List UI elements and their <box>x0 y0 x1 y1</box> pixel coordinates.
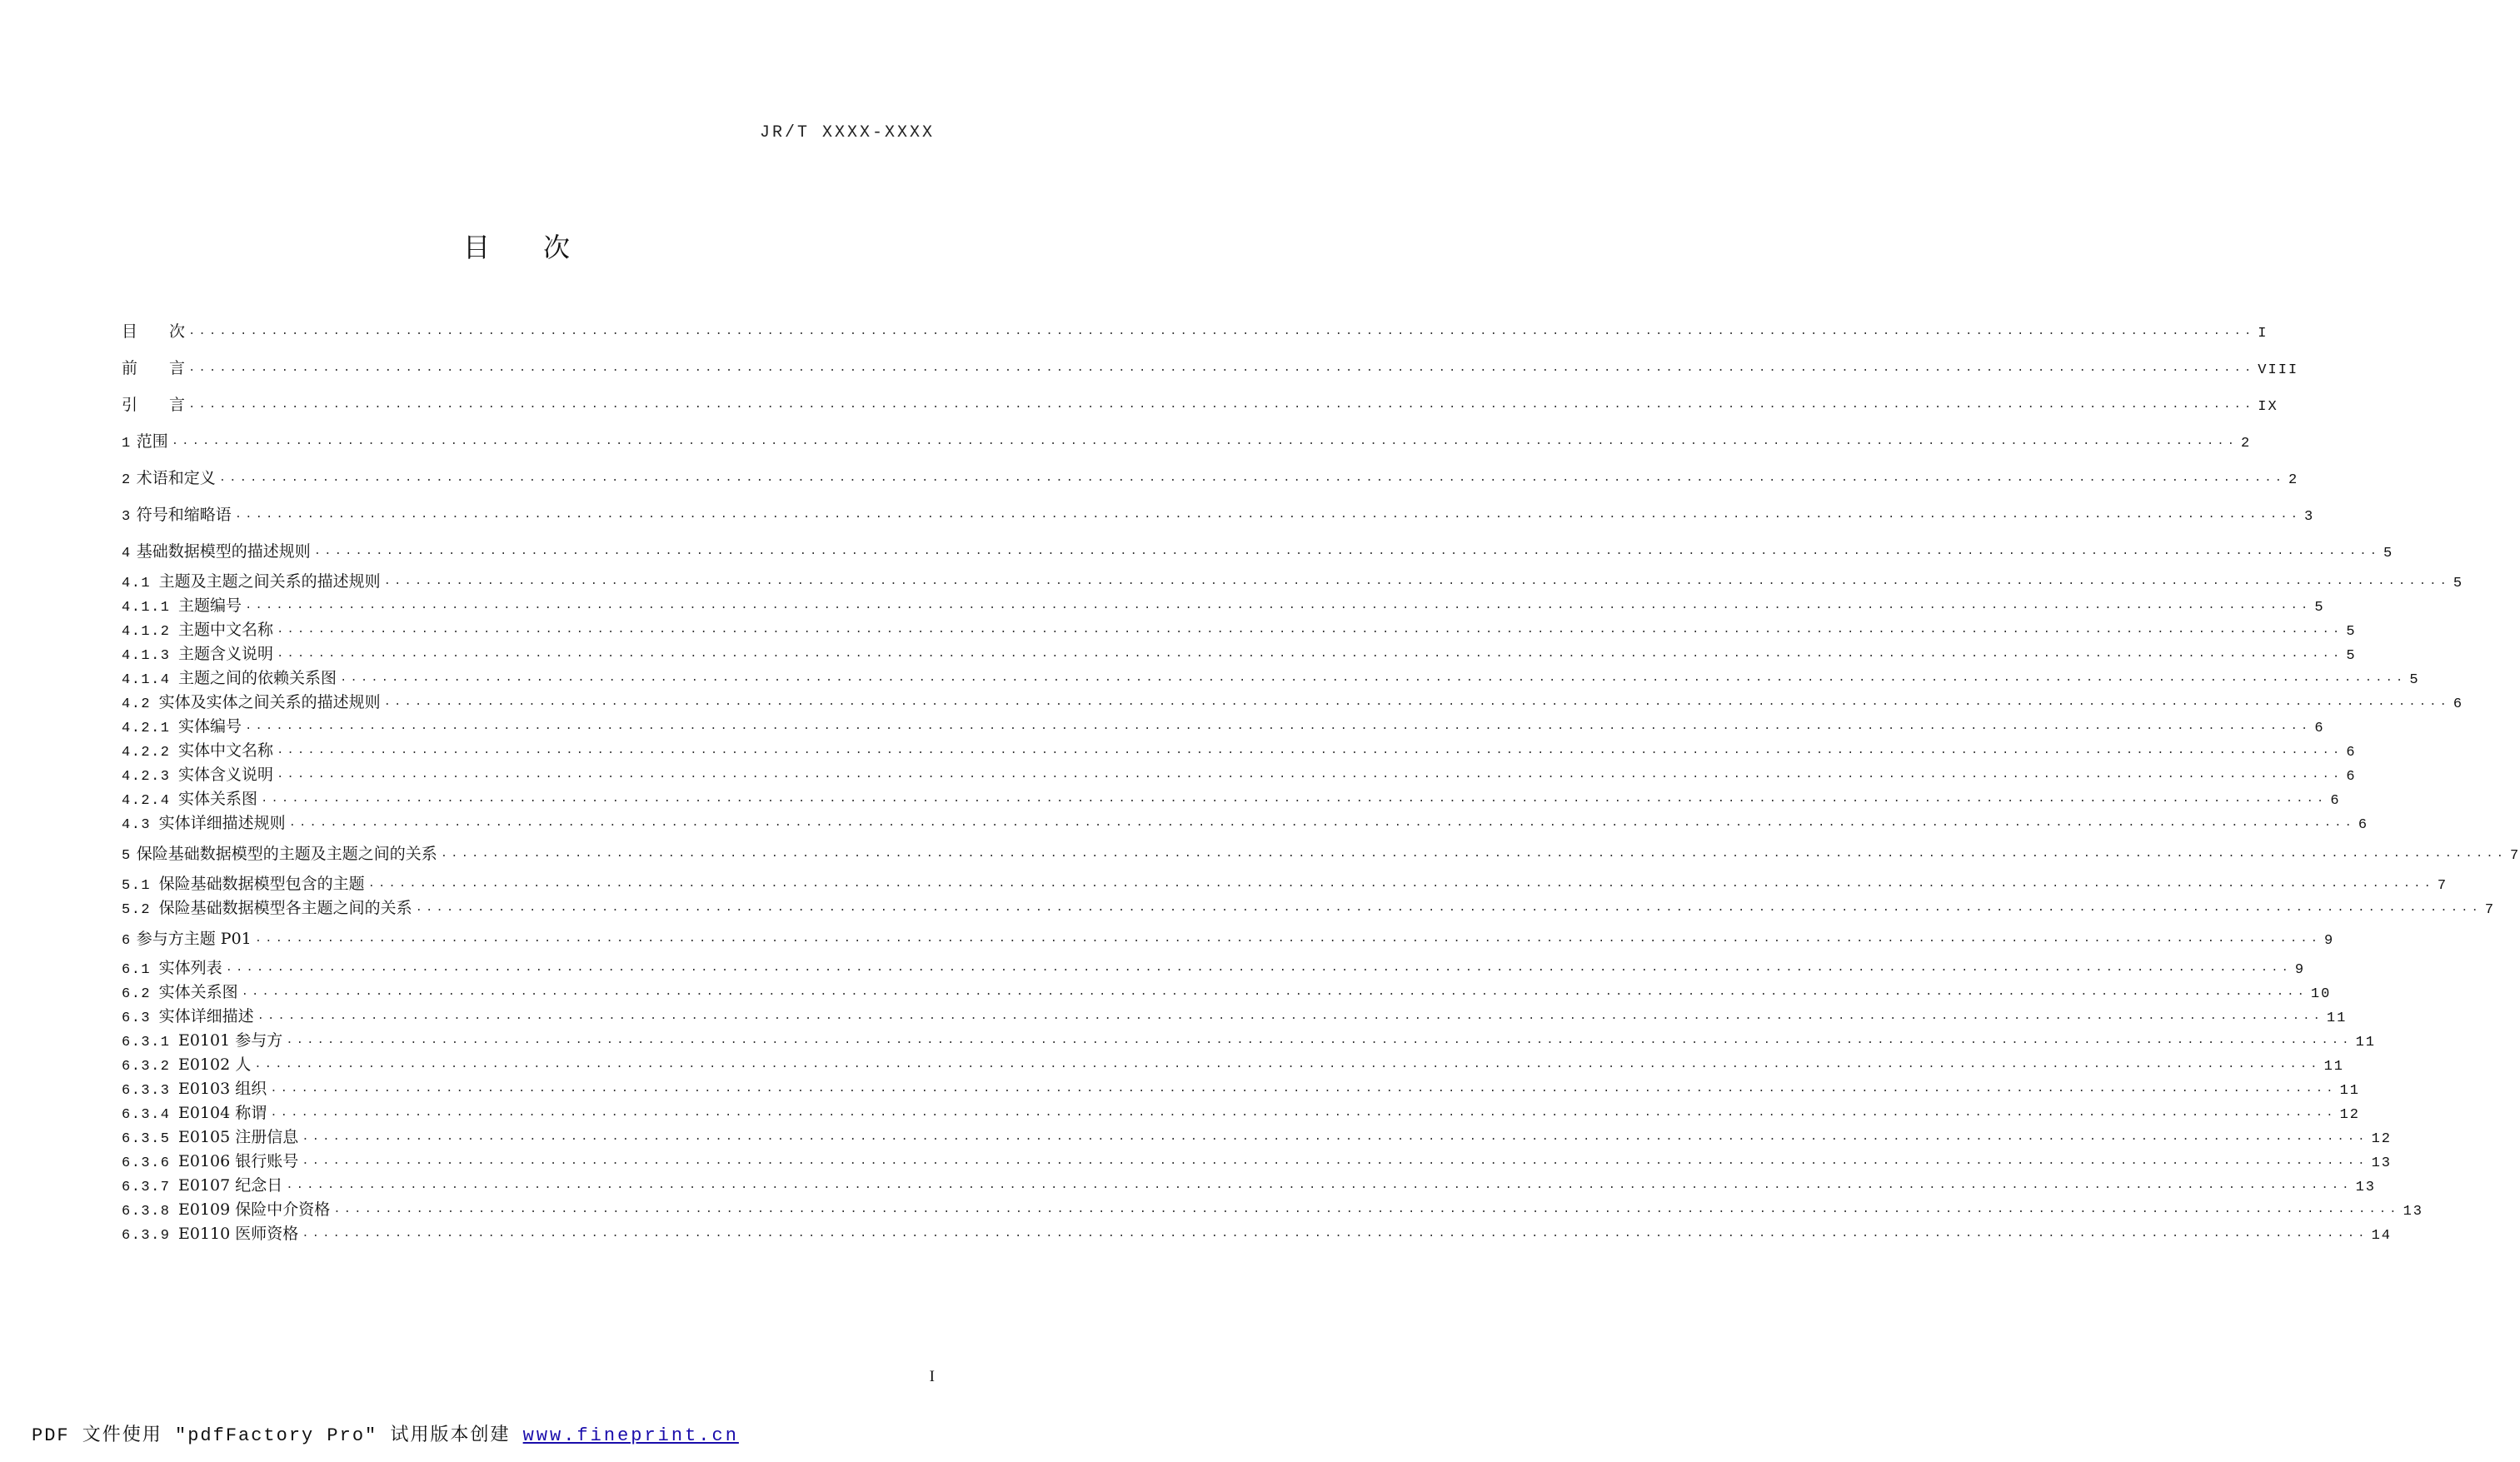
toc-entry-text: 实体中文名称 <box>178 741 274 760</box>
toc-entry-number: 6.3.5 <box>122 1131 171 1147</box>
toc-entry[interactable] <box>122 893 2496 918</box>
toc-entry-number: 6 <box>122 933 132 949</box>
toc-entry-label <box>122 617 273 640</box>
toc-entry-page: 6 <box>2453 696 2464 712</box>
toc-leader-dots: ........................................................................................................................................................................................................ <box>340 671 2407 685</box>
toc-entry-text: 符号和缩略语 <box>136 506 232 524</box>
toc-entry[interactable] <box>122 711 2325 736</box>
toc-entry-label <box>122 956 222 978</box>
toc-leader-dots: ........................................................................................................................................................................................................ <box>188 398 2255 412</box>
toc-entry-page: 7 <box>2510 848 2520 864</box>
toc-leader-dots: ........................................................................................................................................................................................................ <box>288 816 2355 830</box>
toc-entry-label <box>122 714 242 736</box>
toc-entry-text: E0102 人 <box>178 1055 252 1074</box>
toc-entry-page: 11 <box>2355 1035 2376 1050</box>
toc-entry-label <box>122 641 273 664</box>
toc-entry-number: 6.1 <box>122 962 152 978</box>
title-char-2: 次 <box>543 232 571 263</box>
toc-entry[interactable] <box>122 1098 2360 1123</box>
toc-entry-text: E0106 银行账号 <box>178 1152 299 1170</box>
toc-entry-number: 4 <box>122 546 132 561</box>
toc-entry-page: 7 <box>2437 878 2448 894</box>
toc-entry-number: 4.2.2 <box>122 745 171 761</box>
toc-entry-label <box>122 429 168 452</box>
toc-entry-page: 5 <box>2453 576 2464 591</box>
toc-entry-label <box>122 466 216 488</box>
toc-entry-label <box>122 811 286 833</box>
toc-entry[interactable] <box>122 1122 2392 1147</box>
toc-entry-page: 3 <box>2304 509 2315 525</box>
toc-entry-number: 4.2 <box>122 696 152 712</box>
toc-entry-label <box>122 762 273 785</box>
toc-entry-page: 5 <box>2314 600 2325 616</box>
toc-entry[interactable] <box>122 977 2332 1002</box>
toc-entry[interactable] <box>122 1050 2344 1075</box>
toc-leader-dots: ........................................................................................................................................................................................................ <box>188 362 2255 375</box>
toc-entry-number: 4.1.3 <box>122 648 171 664</box>
toc-entry-number: 6.3.6 <box>122 1155 171 1171</box>
toc-entry-text: 范围 <box>136 432 168 451</box>
toc-entry-text: E0107 纪念日 <box>178 1176 283 1195</box>
toc-entry-number: 6.3.4 <box>122 1107 171 1123</box>
toc-entry-number: 5.1 <box>122 878 152 894</box>
toc-entry-number: 2 <box>122 472 132 488</box>
title-char-1: 目 <box>462 232 490 263</box>
toc-entry[interactable] <box>122 1025 2376 1050</box>
toc-entry-page: VIII <box>2258 362 2299 378</box>
toc-entry-label <box>122 666 337 688</box>
toc-entry[interactable] <box>122 784 2341 809</box>
toc-entry-text: 保险基础数据模型包含的主题 <box>158 875 365 893</box>
toc-entry[interactable] <box>122 663 2420 688</box>
toc-entry-label <box>122 1028 282 1050</box>
toc-entry-page: 6 <box>2346 769 2357 785</box>
toc-entry-text: E0105 注册信息 <box>178 1128 299 1146</box>
toc-entry[interactable] <box>122 615 2357 640</box>
toc-entry-text: 实体详细描述规则 <box>158 814 286 832</box>
toc-entry-number: 6.3.9 <box>122 1228 171 1244</box>
toc-entry-text: 主题编号 <box>178 596 242 615</box>
footer-link[interactable]: www.fineprint.cn <box>522 1425 739 1446</box>
toc-entry-text: E0110 医师资格 <box>178 1225 299 1243</box>
toc-entry-page: 10 <box>2310 986 2332 1002</box>
toc-entry-text: E0104 称谓 <box>178 1104 267 1122</box>
toc-entry-page: 11 <box>2323 1059 2344 1075</box>
toc-entry-text: 实体详细描述 <box>158 1007 254 1025</box>
toc-entry-label <box>122 539 311 561</box>
toc-entry[interactable] <box>122 500 2315 525</box>
toc-entry-number: 3 <box>122 509 132 525</box>
toc-entry[interactable] <box>122 390 2278 415</box>
footer-watermark <box>32 1420 739 1446</box>
toc-entry-number: 4.1.4 <box>122 672 171 688</box>
toc-entry[interactable] <box>122 687 2464 712</box>
toc-entry[interactable] <box>122 427 2252 452</box>
toc-entry[interactable] <box>122 869 2448 894</box>
toc-entry-number: 4.3 <box>122 817 152 833</box>
toc-leader-dots: ........................................................................................................................................................................................................ <box>261 792 2328 806</box>
toc-entry[interactable] <box>122 353 2299 378</box>
toc-leader-dots: ........................................................................................................................................................................................................ <box>383 575 2450 588</box>
toc-entry-text: 实体编号 <box>178 717 242 736</box>
toc-entry-number: 4.2.1 <box>122 721 171 736</box>
page-number: I <box>929 1368 935 1385</box>
toc-leader-dots: ........................................................................................................................................................................................................ <box>171 435 2238 448</box>
toc-entry-number: 6.3.8 <box>122 1204 171 1220</box>
toc-entry-label <box>122 896 412 918</box>
toc-entry-text: E0109 保险中介资格 <box>178 1200 331 1219</box>
toc-leader-dots: ........................................................................................................................................................................................................ <box>234 508 2302 521</box>
toc-leader-dots: ........................................................................................................................................................................................................ <box>225 961 2292 975</box>
toc-entry-label <box>122 841 437 864</box>
toc-leader-dots: ........................................................................................................................................................................................................ <box>245 720 2312 733</box>
toc-entry-label <box>122 502 232 525</box>
toc-entry-label <box>122 392 185 415</box>
toc-entry[interactable] <box>122 760 2357 785</box>
toc-entry[interactable] <box>122 639 2357 664</box>
toc-entry-label <box>122 926 252 949</box>
toc-entry[interactable] <box>122 808 2369 833</box>
toc-entry[interactable] <box>122 924 2335 949</box>
toc-entry-page: IX <box>2258 399 2278 415</box>
toc-entry-label <box>122 569 381 591</box>
toc-entry-page: 9 <box>2294 962 2306 978</box>
toc-entry[interactable] <box>122 839 2520 864</box>
toc-entry-label <box>122 1149 298 1171</box>
toc-entry-text: 实体含义说明 <box>178 766 274 784</box>
toc-entry-text: E0103 组织 <box>178 1080 267 1098</box>
toc-entry-number: 1 <box>122 436 132 452</box>
toc-entry-number: 5.2 <box>122 902 152 918</box>
toc-leader-dots: ........................................................................................................................................................................................................ <box>277 623 2343 636</box>
toc-entry-text: 实体及实体之间关系的描述规则 <box>158 693 381 711</box>
toc-entry-label <box>122 593 242 616</box>
page-title <box>0 227 1033 265</box>
toc-entry-page: 5 <box>2346 624 2357 640</box>
toc-entry-label <box>122 786 257 809</box>
toc-entry[interactable] <box>122 1146 2392 1171</box>
toc-leader-dots: ........................................................................................................................................................................................................ <box>302 1155 2368 1168</box>
toc-entry-page: 5 <box>2409 672 2420 688</box>
toc-entry[interactable] <box>122 566 2464 591</box>
toc-entry[interactable] <box>122 536 2394 561</box>
toc-entry-page: 6 <box>2314 721 2325 736</box>
toc-entry-label <box>122 690 381 712</box>
toc-leader-dots: ........................................................................................................................................................................................................ <box>218 472 2286 485</box>
toc-entry-number: 6.3.2 <box>122 1059 171 1075</box>
toc-entry[interactable] <box>122 1001 2348 1026</box>
toc-entry-page: 6 <box>2346 745 2357 761</box>
toc-leader-dots: ........................................................................................................................................................................................................ <box>270 1082 2337 1095</box>
toc-entry-page: 6 <box>2330 793 2341 809</box>
toc-entry-page: 11 <box>2339 1083 2360 1099</box>
toc-entry[interactable] <box>122 1195 2423 1220</box>
toc-entry-page: 11 <box>2326 1010 2348 1026</box>
toc-entry-label <box>122 1125 298 1147</box>
toc-entry-number: 6.3.3 <box>122 1083 171 1099</box>
toc-entry-page: 13 <box>2371 1155 2392 1171</box>
toc-entry-number: 4.1.2 <box>122 624 171 640</box>
toc-entry[interactable] <box>122 736 2357 761</box>
toc-entry-text: 主题中文名称 <box>178 621 274 639</box>
toc-entry-label <box>122 1173 282 1195</box>
toc-entry[interactable] <box>122 1219 2392 1244</box>
toc-leader-dots: ........................................................................................................................................................................................................ <box>367 877 2434 891</box>
toc-entry-label <box>122 980 238 1002</box>
toc-entry-label <box>122 738 273 761</box>
toc-entry-text: 主题之间的依赖关系图 <box>178 669 337 687</box>
toc-entry-number: 4.2.3 <box>122 769 171 785</box>
toc-entry[interactable] <box>122 463 2299 488</box>
toc-entry-number: 4.2.4 <box>122 793 171 809</box>
toc-leader-dots: ........................................................................................................................................................................................................ <box>277 744 2343 757</box>
toc-entry-page: 5 <box>2346 648 2357 664</box>
toc-entry[interactable] <box>122 1170 2376 1195</box>
toc-entry[interactable] <box>122 953 2306 978</box>
toc-entry-label <box>122 1221 298 1244</box>
toc-entry-text: 参与方主题 P01 <box>136 930 252 948</box>
toc-entry-text: 保险基础数据模型各主题之间的关系 <box>158 899 412 917</box>
toc-entry-label <box>122 1052 251 1075</box>
toc-leader-dots: ........................................................................................................................................................................................................ <box>415 901 2482 915</box>
toc-leader-dots: ........................................................................................................................................................................................................ <box>333 1203 2400 1216</box>
toc-entry-number: 5 <box>122 848 132 864</box>
toc-entry-number: 4.1.1 <box>122 600 171 616</box>
toc-leader-dots: ........................................................................................................................................................................................................ <box>286 1034 2353 1047</box>
toc-leader-dots: ........................................................................................................................................................................................................ <box>270 1106 2337 1120</box>
toc-leader-dots: ........................................................................................................................................................................................................ <box>254 932 2322 946</box>
document-code: JR/T XXXX-XXXX <box>759 123 935 142</box>
toc-leader-dots: ........................................................................................................................................................................................................ <box>302 1130 2368 1144</box>
toc-entry-text: 目 次 <box>122 322 186 341</box>
toc-entry-text: 保险基础数据模型的主题及主题之间的关系 <box>136 845 437 863</box>
toc-entry-label <box>122 871 365 894</box>
toc-entry-number: 4.1 <box>122 576 152 591</box>
footer-text: PDF 文件使用 "pdfFactory Pro" 试用版本创建 <box>32 1425 523 1446</box>
toc-entry-page: 12 <box>2339 1107 2360 1123</box>
toc-entry-number: 6.2 <box>122 986 152 1002</box>
toc-entry-page: 9 <box>2324 933 2335 949</box>
toc-leader-dots: ........................................................................................................................................................................................................ <box>188 325 2255 338</box>
toc-leader-dots: ........................................................................................................................................................................................................ <box>241 985 2308 999</box>
toc-entry-label <box>122 1100 267 1123</box>
toc-entry-page: 13 <box>2355 1180 2376 1195</box>
toc-entry[interactable] <box>122 317 2268 342</box>
toc-entry[interactable] <box>122 1074 2360 1099</box>
toc-entry-page: 6 <box>2358 817 2369 833</box>
toc-leader-dots: ........................................................................................................................................................................................................ <box>245 599 2312 612</box>
toc-entry-text: E0101 参与方 <box>178 1031 283 1050</box>
toc-entry-page: I <box>2258 326 2268 342</box>
toc-entry-page: 5 <box>2383 546 2394 561</box>
toc-entry[interactable] <box>122 591 2325 616</box>
toc-leader-dots: ........................................................................................................................................................................................................ <box>277 768 2343 781</box>
toc-entry-page: 2 <box>2288 472 2299 488</box>
toc-leader-dots: ........................................................................................................................................................................................................ <box>302 1227 2368 1240</box>
toc-entry-page: 2 <box>2241 436 2252 452</box>
toc-entry-text: 基础数据模型的描述规则 <box>136 542 311 561</box>
toc-entry-label <box>122 356 185 378</box>
toc-entry-text: 主题及主题之间关系的描述规则 <box>158 572 381 591</box>
toc-leader-dots: ........................................................................................................................................................................................................ <box>313 545 2381 558</box>
toc-entry-text: 实体关系图 <box>158 983 238 1001</box>
toc-entry-page: 14 <box>2371 1228 2392 1244</box>
toc-entry-label <box>122 1004 254 1026</box>
toc-leader-dots: ........................................................................................................................................................................................................ <box>254 1058 2321 1071</box>
toc-entry-text: 引 言 <box>122 396 186 414</box>
toc-entry-text: 前 言 <box>122 359 186 377</box>
toc-entry-page: 12 <box>2371 1131 2392 1147</box>
toc-entry-number: 6.3 <box>122 1010 152 1026</box>
toc-entry-label <box>122 1076 267 1099</box>
toc-leader-dots: ........................................................................................................................................................................................................ <box>277 647 2343 661</box>
toc-leader-dots: ........................................................................................................................................................................................................ <box>440 847 2508 861</box>
toc-entry-number: 6.3.1 <box>122 1035 171 1050</box>
toc-entry-label <box>122 319 185 342</box>
toc-entry-text: 实体列表 <box>158 959 222 977</box>
toc-entry-text: 主题含义说明 <box>178 645 274 663</box>
toc-entry-text: 实体关系图 <box>178 790 258 808</box>
toc-leader-dots: ........................................................................................................................................................................................................ <box>286 1179 2353 1192</box>
toc-entry-text: 术语和定义 <box>136 469 216 487</box>
toc-leader-dots: ........................................................................................................................................................................................................ <box>257 1010 2323 1023</box>
toc-leader-dots: ........................................................................................................................................................................................................ <box>383 696 2450 709</box>
toc-entry-page: 13 <box>2403 1204 2423 1220</box>
toc-entry-number: 6.3.7 <box>122 1180 171 1195</box>
toc-entry-label <box>122 1197 330 1220</box>
toc-entry-page: 7 <box>2484 902 2496 918</box>
